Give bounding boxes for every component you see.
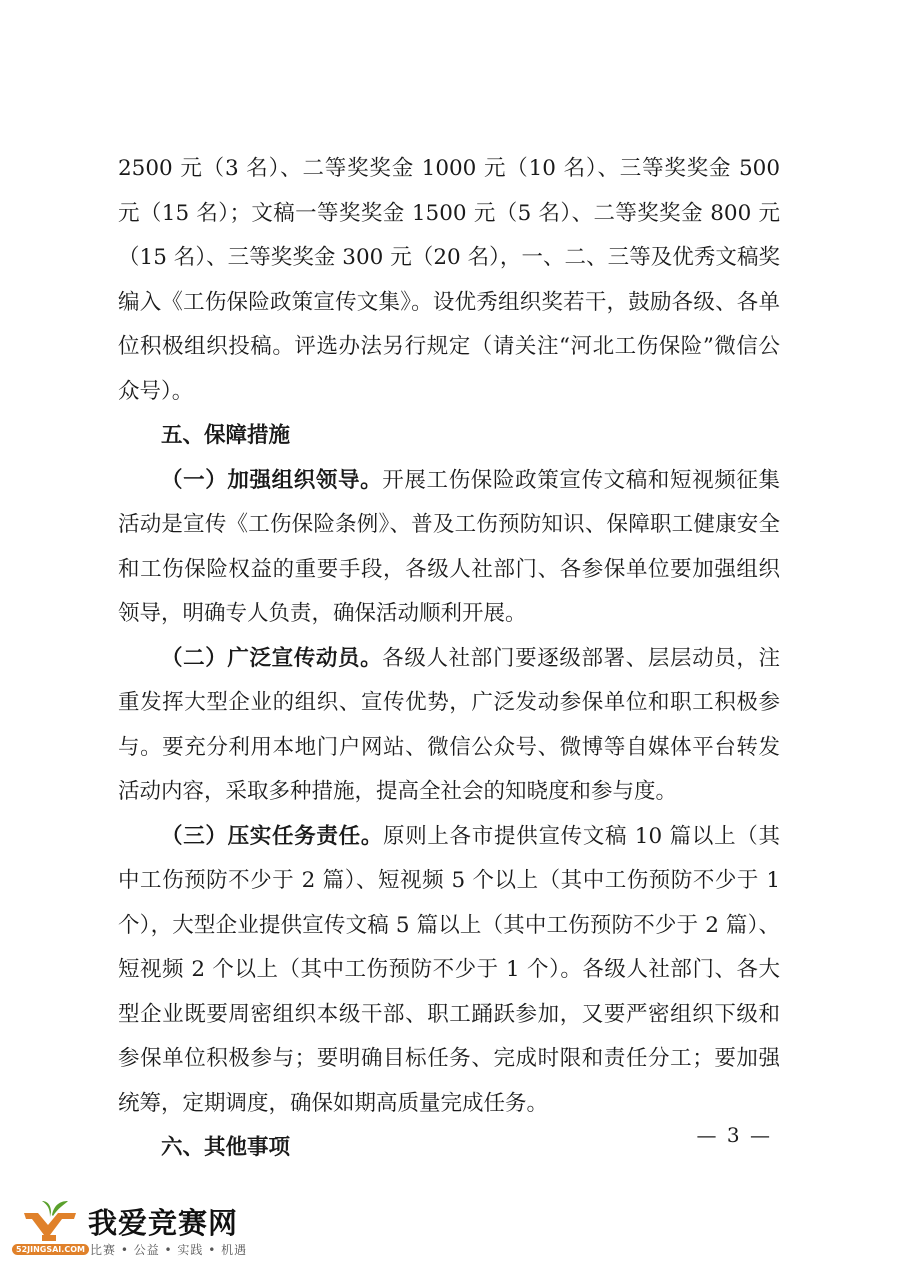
paragraph-item-3 xyxy=(118,815,780,1127)
body-text xyxy=(118,147,780,1171)
item-lead-2: （二）广泛宣传动员。 xyxy=(161,645,383,671)
item-lead-3: （三）压实任务责任。 xyxy=(161,823,384,849)
paragraph-continuation: 2500 元（3 名）、二等奖奖金 1000 元（10 名）、三等奖奖金 500 元（15 名）；文稿一等奖奖金 1500 元（5 名）、二等奖奖金 800 元（15 名）、三等奖奖金 300 元（20 名），一、二、三等及优秀文稿奖编入《工伤保险政策宣传文集》。设优秀组织奖若干，鼓励各级、各单位积极组织投稿。评选办法另行规定（请关注“河北工伤保险”微信公众号）。 xyxy=(118,156,780,404)
item-text-3: 原则上各市提供宣传文稿 10 篇以上（其中工伤预防不少于 2 篇）、短视频 5 个以上（其中工伤预防不少于 1 个），大型企业提供宣传文稿 5 篇以上（其中工伤预防不少于 2 篇）、短视频 2 个以上（其中工伤预防不少于 1 个）。各级人社部门、各大型企业既要周密组织本级干部、职工踊跃参加，又要严密组织下级和参保单位积极参与；要明确目标任务、完成时限和责任分工；要加强统筹，定期调度，确保如期高质量完成任务。 xyxy=(118,823,780,1116)
paragraph-item-1 xyxy=(118,459,780,637)
section-heading-6: 六、其他事项 xyxy=(161,1135,291,1160)
item-text-1: 开展工伤保险政策宣传文稿和短视频征集活动是宣传《工伤保险条例》、普及工伤预防知识、保障职工健康安全和工伤保险权益的重要手段，各级人社部门、各参保单位要加强组织领导，明确专人负责，确保活动顺利开展。 xyxy=(118,467,780,626)
page-number: — 3 — xyxy=(696,1123,772,1147)
section-heading-5: 五、保障措施 xyxy=(161,423,291,448)
item-text-2: 各级人社部门要逐级部署、层层动员，注重发挥大型企业的组织、宣传优势，广泛发动参保单位和职工积极参与。要充分利用本地门户网站、微信公众号、微博等自媒体平台转发活动内容，采取多种措施，提高全社会的知晓度和参与度。 xyxy=(118,645,780,804)
trophy-sprout-logo-icon xyxy=(18,1195,84,1247)
watermark-title: 我爱竞赛网 xyxy=(88,1206,239,1240)
paragraph-item-2 xyxy=(118,637,780,815)
watermark-domain: 52JINGSAI.COM xyxy=(12,1244,89,1255)
watermark-logo xyxy=(10,1195,270,1265)
watermark-slogan: 比赛 • 公益 • 实践 • 机遇 xyxy=(90,1243,248,1257)
item-lead-1: （一）加强组织领导。 xyxy=(161,467,383,493)
